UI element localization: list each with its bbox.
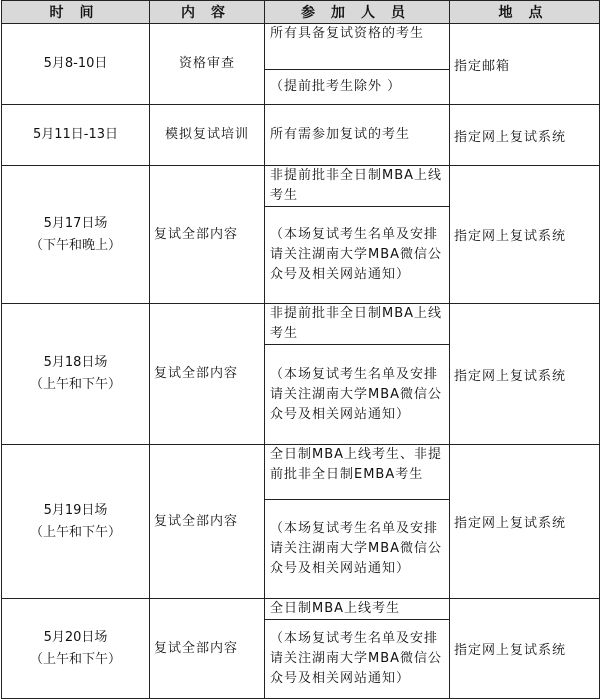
location-cell: 指定邮箱 [450,24,600,105]
table-row [2,105,600,166]
participants-note-cell: （本场复试考生名单及安排请关注湖南大学MBA微信公众号及相关网站通知） [265,207,450,304]
header-row [2,1,600,24]
time-cell [2,445,150,599]
table-row [2,445,600,500]
schedule-table [1,0,600,699]
content-cell: 复试全部内容 [150,304,265,445]
table-row [2,166,600,207]
table-row [2,24,600,70]
time-label: 5月20日场 [43,629,108,645]
participants-cell: 非提前批非全日制MBA上线考生 [265,304,450,345]
content-cell: 复试全部内容 [150,166,265,304]
time-sublabel: （上午和下午） [29,377,121,392]
participants-cell: 所有需参加复试的考生 [265,105,450,166]
content-cell: 复试全部内容 [150,445,265,599]
location-cell: 指定网上复试系统 [450,304,600,445]
time-sublabel: （上午和下午） [29,524,121,540]
time-label: 5月18日场 [43,355,108,370]
table-row [2,599,600,620]
time-cell [2,304,150,445]
participants-cell: 非提前批非全日制MBA上线考生 [265,166,450,207]
participants-note-cell: （提前批考生除外 ） [265,70,450,105]
header-location: 地点 [450,1,600,24]
time-label: 5月11日-13日 [32,127,119,142]
time-cell [2,24,150,105]
location-cell: 指定网上复试系统 [450,445,600,599]
header-time: 时间 [2,1,150,24]
participants-cell: 全日制MBA上线考生、非提前批非全日制EMBA考生 [265,445,450,500]
location-cell: 指定网上复试系统 [450,599,600,699]
content-cell: 复试全部内容 [150,599,265,699]
participants-note-cell: （本场复试考生名单及安排请关注湖南大学MBA微信公众号及相关网站通知） [265,500,450,599]
time-sublabel: （下午和晚上） [29,237,121,253]
content-cell: 资格审查 [150,24,265,105]
time-label: 5月17日场 [43,215,108,231]
content-cell: 模拟复试培训 [150,105,265,166]
participants-note-cell: （本场复试考生名单及安排请关注湖南大学MBA微信公众号及相关网站通知） [265,620,450,699]
participants-cell: 全日制MBA上线考生 [265,599,450,620]
time-cell [2,105,150,166]
location-cell: 指定网上复试系统 [450,166,600,304]
participants-cell: 所有具备复试资格的考生 [265,24,450,70]
time-sublabel: （上午和下午） [29,651,121,667]
time-label: 5月8-10日 [43,56,108,71]
participants-note-cell: （本场复试考生名单及安排请关注湖南大学MBA微信公众号及相关网站通知） [265,345,450,445]
header-content: 内容 [150,1,265,24]
location-cell: 指定网上复试系统 [450,105,600,166]
table-row [2,304,600,345]
time-cell [2,166,150,304]
time-cell [2,599,150,699]
time-label: 5月19日场 [43,502,108,518]
header-participants: 参加人员 [265,1,450,24]
